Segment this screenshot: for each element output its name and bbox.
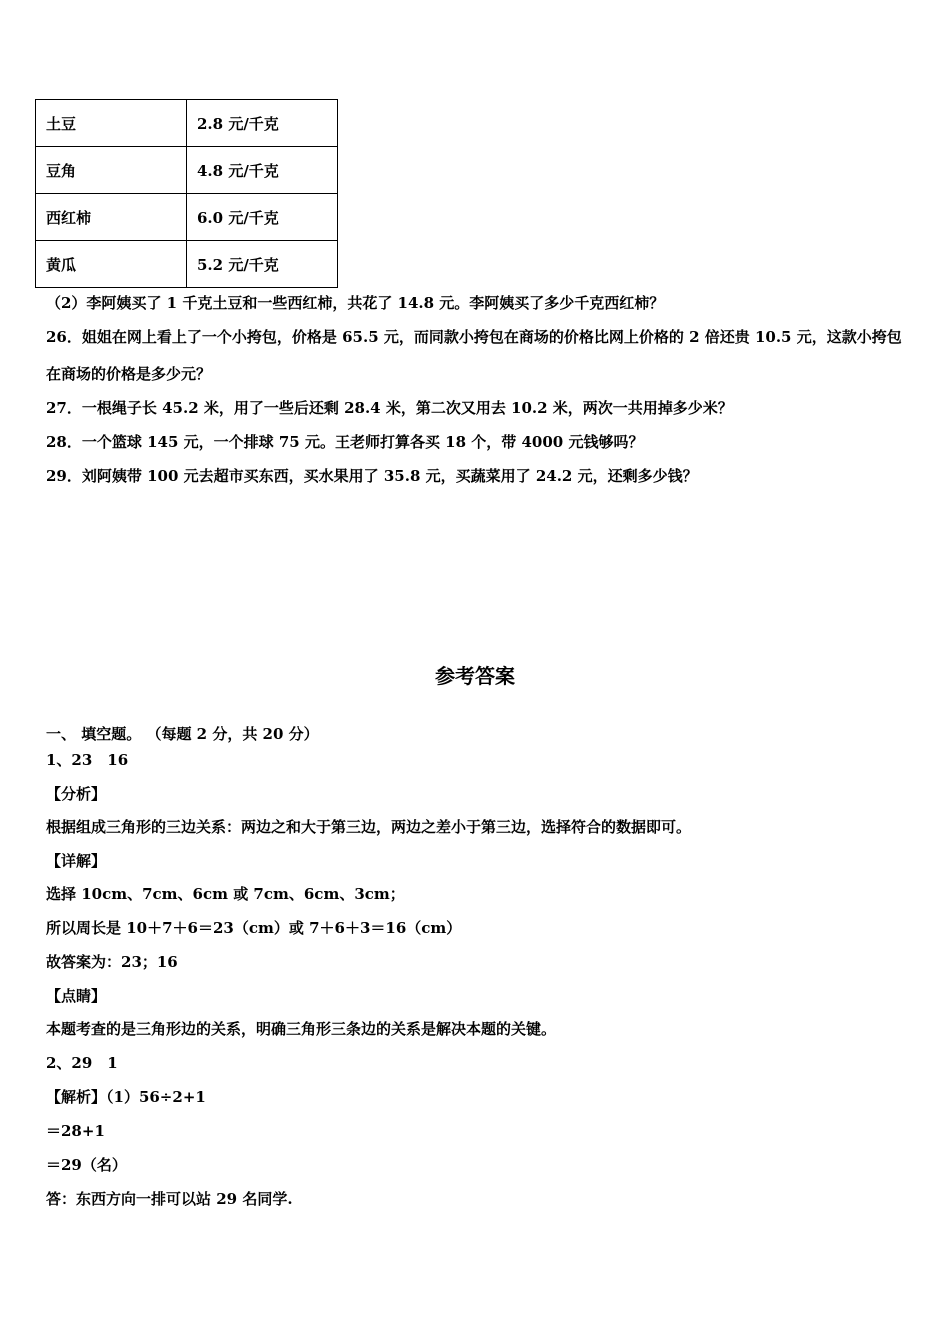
detail-line-3: 故答案为：23；16 (46, 953, 178, 971)
price-cell: 5.2 元/千克 (187, 241, 338, 288)
answer-2-analysis: 【解析】（1）56÷2+1 (46, 1088, 206, 1106)
analysis-tag: 【分析】 (46, 785, 107, 803)
price-cell: 6.0 元/千克 (187, 194, 338, 241)
answer-2-conclusion: 答：东西方向一排可以站 29 名同学. (46, 1190, 293, 1208)
question-29: 29．刘阿姨带 100 元去超市买东西，买水果用了 35.8 元，买蔬菜用了 24.2 元，还剩多少钱？ (46, 467, 698, 485)
detail-line-2: 所以周长是 10＋7＋6＝23（cm）或 7＋6＋3＝16（cm） (46, 919, 462, 937)
answer-2-step-2: ＝29（名） (46, 1156, 127, 1174)
section-heading: 一、 填空题。 （每题 2 分，共 20 分） (46, 725, 319, 743)
price-cell: 4.8 元/千克 (187, 147, 338, 194)
question-27: 27．一根绳子长 45.2 米，用了一些后还剩 28.4 米，第二次又用去 10.2 米，两次一共用掉多少米？ (46, 399, 733, 417)
analysis-text: 根据组成三角形的三边关系：两边之和大于第三边，两边之差小于第三边，选择符合的数据即可。 (46, 818, 692, 836)
question-26: 26．姐姐在网上看上了一个小挎包，价格是 65.5 元，而同款小挎包在商场的价格比网上价格的 2 倍还贵 10.5 元，这款小挎包在商场的价格是多少元？ (46, 328, 902, 383)
answer-1: 1、23 16 (46, 751, 129, 769)
item-cell: 西红柿 (36, 194, 187, 241)
table-row (36, 147, 338, 194)
table-row (36, 194, 338, 241)
price-cell: 2.8 元/千克 (187, 100, 338, 147)
comment-text: 本题考查的是三角形边的关系，明确三角形三条边的关系是解决本题的关键。 (46, 1020, 557, 1038)
item-cell: 土豆 (36, 100, 187, 147)
detail-tag: 【详解】 (46, 852, 107, 870)
answer-2: 2、29 1 (46, 1054, 118, 1072)
item-cell: 豆角 (36, 147, 187, 194)
answer-title: 参考答案 (435, 664, 515, 688)
answer-2-step-1: ＝28+1 (46, 1122, 105, 1140)
question-28: 28．一个篮球 145 元，一个排球 75 元。王老师打算各买 18 个，带 4000 元钱够吗？ (46, 433, 644, 451)
item-cell: 黄瓜 (36, 241, 187, 288)
price-table (35, 99, 338, 288)
detail-line-1: 选择 10cm、7cm、6cm 或 7cm、6cm、3cm； (46, 885, 405, 903)
table-row (36, 100, 338, 147)
comment-tag: 【点睛】 (46, 987, 107, 1005)
table-row (36, 241, 338, 288)
question-25-2: （2）李阿姨买了 1 千克土豆和一些西红柿，共花了 14.8 元。李阿姨买了多少千克西红柿？ (46, 294, 665, 312)
